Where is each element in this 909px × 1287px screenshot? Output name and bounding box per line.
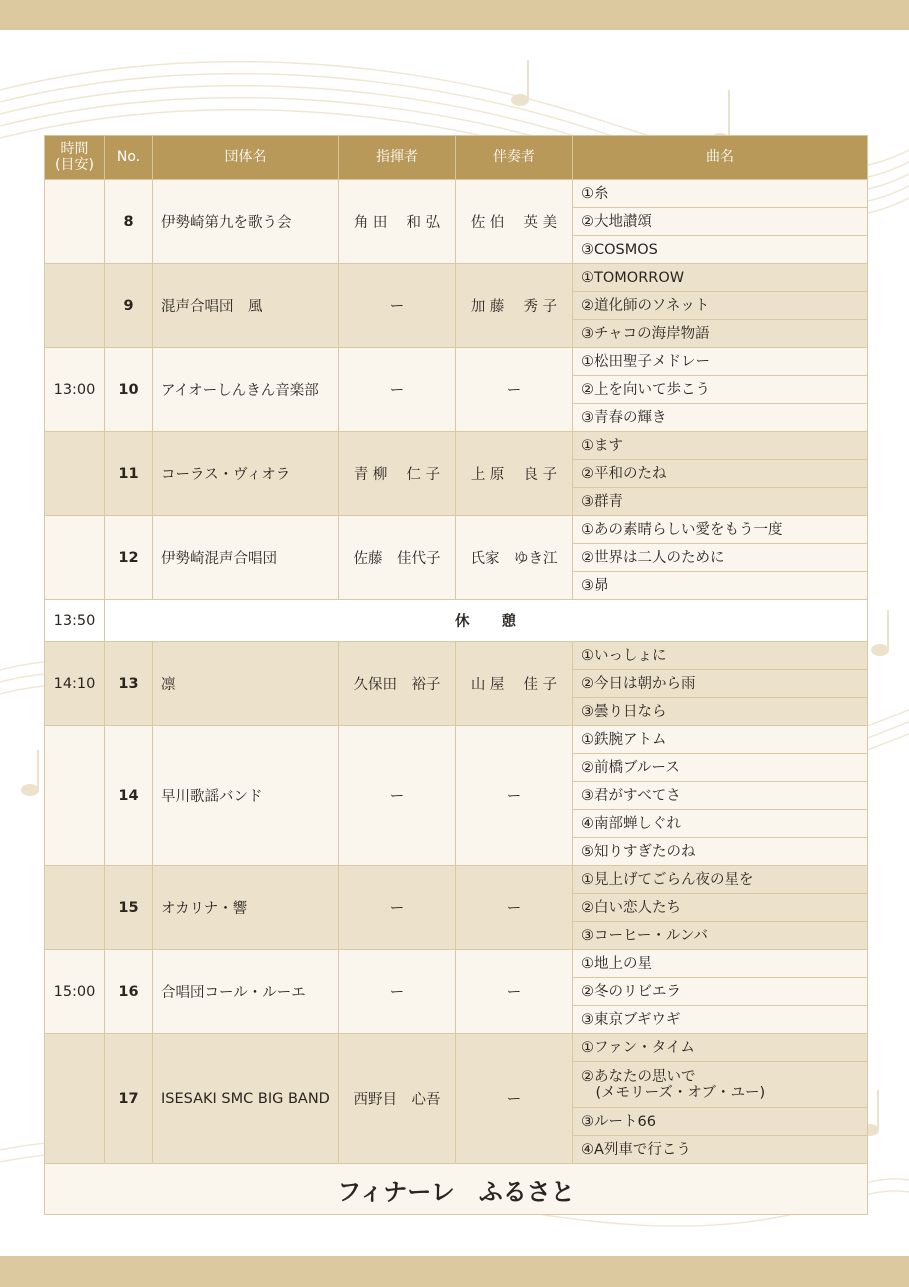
conductor-name: ー — [339, 348, 456, 432]
song-title — [573, 292, 868, 320]
song-title — [573, 726, 868, 754]
song-title — [573, 782, 868, 810]
song-title — [573, 236, 868, 264]
song-title-text: ②大地讃頌 — [581, 213, 652, 230]
table-row — [45, 1034, 868, 1062]
table-row — [45, 348, 868, 376]
accompanist-name: ー — [456, 950, 573, 1034]
header-songs: 曲名 — [573, 136, 868, 180]
group-name: アイオーしんきん音楽部 — [153, 348, 339, 432]
group-name: コーラス・ヴィオラ — [153, 432, 339, 516]
group-name: 伊勢崎第九を歌う会 — [153, 180, 339, 264]
accompanist-name: 加 藤 秀 子 — [456, 264, 573, 348]
song-title — [573, 670, 868, 698]
song-title — [573, 950, 868, 978]
accompanist-name: 山 屋 佳 子 — [456, 642, 573, 726]
group-name: 混声合唱団 風 — [153, 264, 339, 348]
song-title-text: ①あの素晴らしい愛をもう一度 — [581, 521, 783, 538]
song-title — [573, 432, 868, 460]
performance-number: 12 — [105, 516, 153, 600]
group-name: 早川歌謡バンド — [153, 726, 339, 866]
song-title — [573, 572, 868, 600]
song-title-text: ④A列車で行こう — [581, 1141, 691, 1158]
header-time: 時間 (目安) — [45, 136, 105, 180]
table-row — [45, 432, 868, 460]
song-title — [573, 404, 868, 432]
song-title — [573, 376, 868, 404]
group-name: オカリナ・響 — [153, 866, 339, 950]
conductor-name: 久保田 裕子 — [339, 642, 456, 726]
break-label: 休 憩 — [105, 600, 868, 642]
header-accompanist: 伴奏者 — [456, 136, 573, 180]
song-title — [573, 978, 868, 1006]
table-row — [45, 642, 868, 670]
song-title-text: ③コーヒー・ルンバ — [581, 927, 709, 944]
accompanist-name: ー — [456, 726, 573, 866]
table-row — [45, 950, 868, 978]
song-title — [573, 460, 868, 488]
song-title — [573, 1034, 868, 1062]
performance-number: 14 — [105, 726, 153, 866]
song-title-text: ②白い恋人たち — [581, 899, 681, 916]
performance-number: 11 — [105, 432, 153, 516]
conductor-name: ー — [339, 866, 456, 950]
song-title — [573, 264, 868, 292]
song-title-text: ②上を向いて歩こう — [581, 381, 710, 398]
time-cell — [45, 180, 105, 264]
table-row — [45, 516, 868, 544]
time-cell: 15:00 — [45, 950, 105, 1034]
bottom-band — [0, 1256, 909, 1287]
conductor-name: 佐藤 佳代子 — [339, 516, 456, 600]
accompanist-name: 氏家 ゆき江 — [456, 516, 573, 600]
song-title — [573, 922, 868, 950]
header-row — [45, 136, 868, 180]
song-title — [573, 320, 868, 348]
song-title — [573, 810, 868, 838]
song-title-text: ②冬のリビエラ — [581, 983, 681, 1000]
accompanist-name: 上 原 良 子 — [456, 432, 573, 516]
song-title-text: ③群青 — [581, 493, 623, 510]
time-cell — [45, 1034, 105, 1164]
song-title-text: ①TOMORROW — [581, 269, 685, 286]
group-name: 伊勢崎混声合唱団 — [153, 516, 339, 600]
song-title — [573, 642, 868, 670]
song-title — [573, 180, 868, 208]
group-name: 合唱団コール・ルーエ — [153, 950, 339, 1034]
performance-number: 10 — [105, 348, 153, 432]
time-cell — [45, 264, 105, 348]
song-title-text: ⑤知りすぎたのね — [581, 843, 696, 860]
song-title — [573, 1006, 868, 1034]
song-title-text: ③昴 — [581, 577, 609, 594]
song-title-text: ③COSMOS — [581, 241, 658, 258]
accompanist-name: ー — [456, 866, 573, 950]
song-title-text: ②道化師のソネット — [581, 297, 710, 314]
song-title-text: ①糸 — [581, 185, 609, 202]
time-cell — [45, 866, 105, 950]
header-no: No. — [105, 136, 153, 180]
conductor-name: ー — [339, 264, 456, 348]
song-title — [573, 348, 868, 376]
finale-row — [45, 1164, 868, 1215]
song-title-text: ③東京ブギウギ — [581, 1011, 681, 1028]
performance-number: 17 — [105, 1034, 153, 1164]
accompanist-name: ー — [456, 1034, 573, 1164]
song-title-text: ③青春の輝き — [581, 409, 667, 426]
song-title-text: ①見上げてごらん夜の星を — [581, 871, 754, 888]
song-title-text: ②前橋ブルース — [581, 759, 680, 776]
song-title-text: ③曇り日なら — [581, 703, 667, 720]
song-title — [573, 838, 868, 866]
song-title — [573, 516, 868, 544]
song-title-text: ④南部蝉しぐれ — [581, 815, 681, 832]
accompanist-name: ー — [456, 348, 573, 432]
table-row — [45, 264, 868, 292]
song-title-text: ①地上の星 — [581, 955, 652, 972]
performance-number: 15 — [105, 866, 153, 950]
accompanist-name: 佐 伯 英 美 — [456, 180, 573, 264]
group-name: ISESAKI SMC BIG BAND — [153, 1034, 339, 1164]
song-title — [573, 544, 868, 572]
song-title-text: ②あなたの思いで (メモリーズ・オブ・ユー) — [581, 1068, 766, 1101]
group-name: 凛 — [153, 642, 339, 726]
song-title-text: ③ルート66 — [581, 1113, 656, 1130]
table-row — [45, 726, 868, 754]
time-cell — [45, 726, 105, 866]
song-title — [573, 1062, 868, 1108]
song-title-text: ②世界は二人のために — [581, 549, 725, 566]
song-title — [573, 894, 868, 922]
song-title — [573, 208, 868, 236]
performance-number: 8 — [105, 180, 153, 264]
conductor-name: 西野目 心吾 — [339, 1034, 456, 1164]
song-title-text: ①松田聖子メドレー — [581, 353, 710, 370]
song-title-text: ③チャコの海岸物語 — [581, 325, 710, 342]
performance-number: 13 — [105, 642, 153, 726]
song-title-text: ①いっしょに — [581, 647, 667, 664]
conductor-name: ー — [339, 726, 456, 866]
break-row — [45, 600, 868, 642]
song-title — [573, 1136, 868, 1164]
top-band — [0, 0, 909, 30]
song-title — [573, 866, 868, 894]
performance-number: 9 — [105, 264, 153, 348]
time-cell: 14:10 — [45, 642, 105, 726]
song-title-text: ②今日は朝から雨 — [581, 675, 696, 692]
song-title — [573, 754, 868, 782]
song-title-text: ①ます — [581, 437, 623, 454]
header-group: 団体名 — [153, 136, 339, 180]
song-title-text: ②平和のたね — [581, 465, 667, 482]
finale-title: フィナーレ ふるさと — [45, 1164, 868, 1215]
conductor-name: 青 柳 仁 子 — [339, 432, 456, 516]
song-title-text: ①ファン・タイム — [581, 1039, 695, 1056]
conductor-name: ー — [339, 950, 456, 1034]
program-table — [44, 135, 868, 1215]
conductor-name: 角 田 和 弘 — [339, 180, 456, 264]
table-row — [45, 866, 868, 894]
time-cell — [45, 432, 105, 516]
table-row — [45, 180, 868, 208]
song-title-text: ①鉄腕アトム — [581, 731, 667, 748]
song-title — [573, 1108, 868, 1136]
time-cell: 13:00 — [45, 348, 105, 432]
break-time: 13:50 — [45, 600, 105, 642]
song-title — [573, 488, 868, 516]
performance-number: 16 — [105, 950, 153, 1034]
song-title — [573, 698, 868, 726]
header-conductor: 指揮者 — [339, 136, 456, 180]
song-title-text: ③君がすべてさ — [581, 787, 681, 804]
time-cell — [45, 516, 105, 600]
